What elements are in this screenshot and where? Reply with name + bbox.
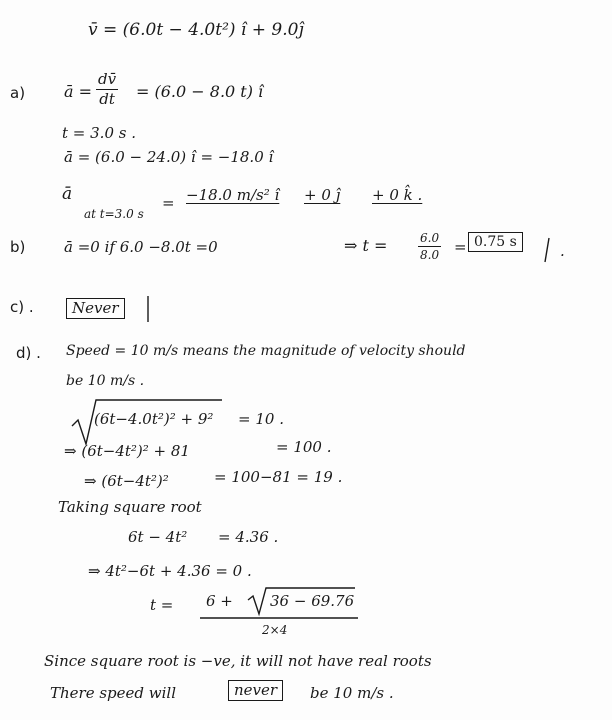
- accel-at-symbol: ā: [62, 184, 73, 204]
- time-implies: ⇒ t =: [344, 236, 388, 255]
- accel-lhs: ā =: [64, 82, 93, 101]
- accel-at-j-component: + 0 ĵ: [304, 186, 341, 204]
- dv-numerator: dv̄: [98, 70, 117, 88]
- speed-statement-line2: be 10 m/s .: [66, 373, 145, 389]
- t-formula-num-a: 6 +: [206, 592, 233, 610]
- part-d-label: d) .: [16, 344, 41, 362]
- sqrt-expression: (6t−4.0t²)² + 9²: [94, 410, 214, 428]
- root-step: 6t − 4t²: [128, 528, 188, 546]
- time-fraction-num: 6.0: [420, 231, 440, 245]
- speed-statement-line1: Speed = 10 m/s means the magnitude of velocity should: [66, 343, 466, 359]
- part-a-label: a): [10, 84, 26, 102]
- answer-b-box: 0.75 s: [468, 232, 523, 252]
- t-formula-den: 2×4: [262, 623, 288, 637]
- accel-substituted: ā = (6.0 − 24.0) î = −18.0 î: [64, 148, 274, 166]
- subtract-step: ⇒ (6t−4t²)²: [84, 472, 169, 490]
- conclusion-line1: Since square root is −ve, it will not have real roots: [44, 652, 432, 670]
- time-equals: =: [454, 238, 467, 256]
- sqrt-rhs: = 10 .: [238, 410, 284, 428]
- taking-square-root: Taking square root: [58, 498, 202, 516]
- time-value: t = 3.0 s .: [62, 124, 136, 142]
- accel-rhs: = (6.0 − 8.0 t) î: [136, 82, 264, 101]
- conclusion-line2-end: be 10 m/s .: [310, 684, 394, 702]
- time-fraction-den: 8.0: [420, 248, 440, 262]
- quadratic-step: ⇒ 4t²−6t + 4.36 = 0 .: [88, 562, 252, 580]
- dv-dt-fraction: [96, 72, 118, 107]
- root-step-rhs: = 4.36 .: [218, 528, 279, 546]
- accel-at-subscript: at t=3.0 s: [84, 207, 144, 221]
- accel-at-i-component: −18.0 m/s² î: [186, 186, 280, 204]
- dt-denominator: dt: [99, 90, 115, 108]
- velocity-equation: v̄ = (6.0t − 4.0t²) î + 9.0ĵ: [88, 20, 304, 40]
- t-formula-num-b: 36 − 69.76: [270, 592, 355, 610]
- accel-at-equals: =: [162, 194, 175, 212]
- time-fraction: [418, 232, 441, 261]
- squared-step-rhs: = 100 .: [276, 438, 332, 456]
- part-b-label: b): [10, 238, 26, 256]
- zero-accel-condition: ā =0 if 6.0 −8.0t =0: [64, 238, 218, 256]
- accel-at-k-component: + 0 k̂ .: [372, 186, 423, 204]
- answer-c-box: Never: [66, 298, 125, 319]
- subtract-step-rhs: = 100−81 = 19 .: [214, 468, 343, 486]
- t-formula-lhs: t =: [150, 596, 174, 614]
- squared-step: ⇒ (6t−4t²)² + 81: [64, 442, 190, 460]
- conclusion-line2-start: There speed will: [50, 684, 177, 702]
- part-c-label: c) .: [10, 298, 34, 316]
- never-box: never: [228, 680, 283, 701]
- answer-b-dot: .: [560, 242, 565, 260]
